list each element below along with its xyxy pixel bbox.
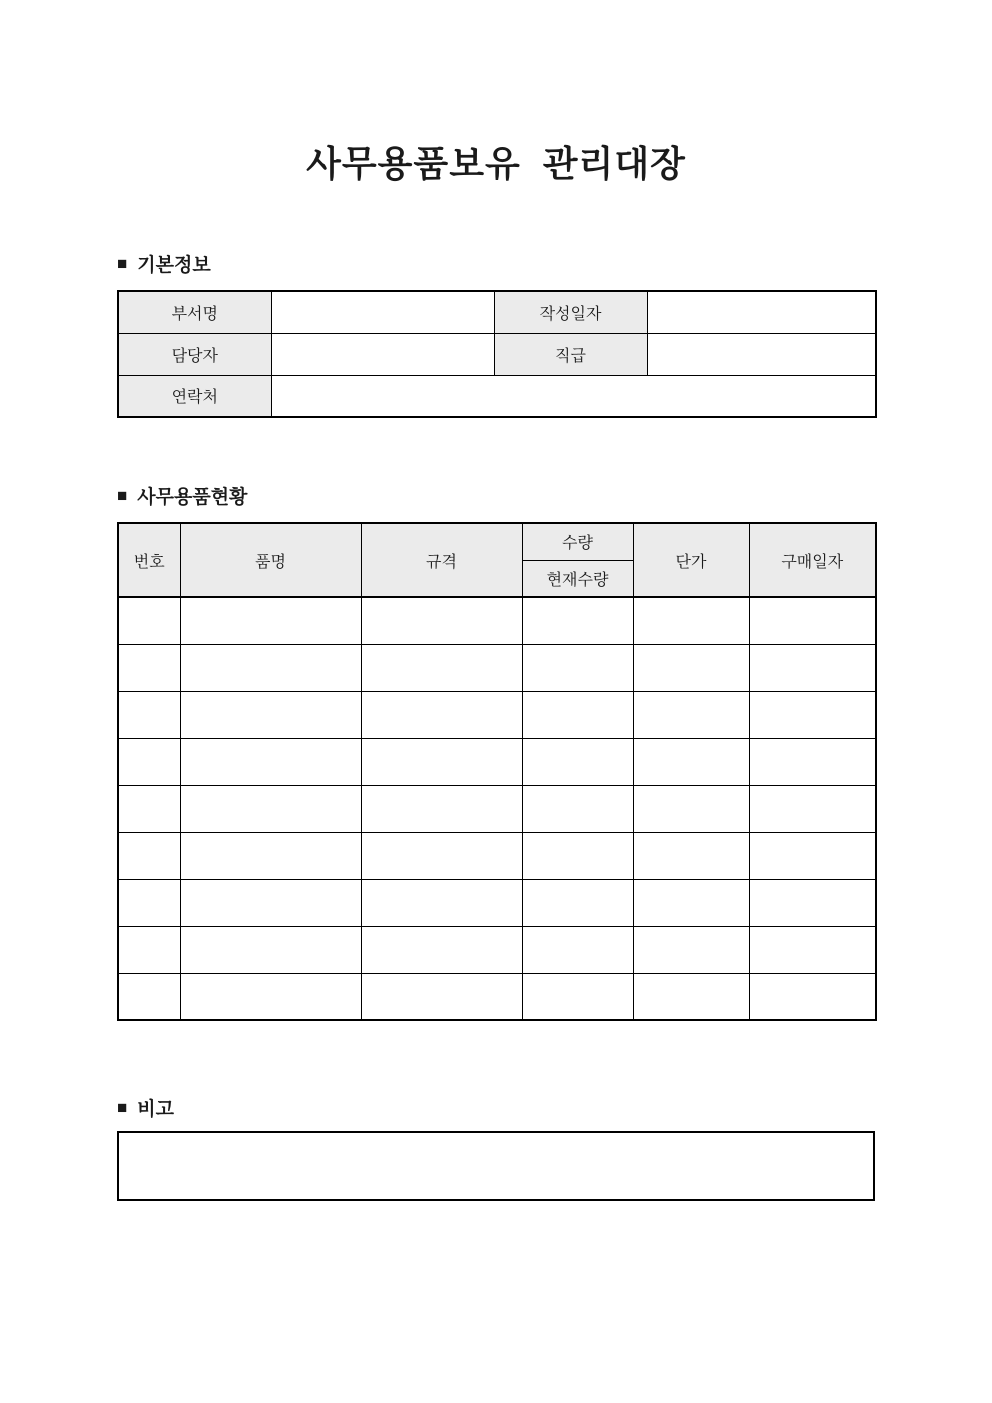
supply-row: [118, 973, 876, 1020]
supply-row: [118, 926, 876, 973]
supply-cell[interactable]: [749, 691, 876, 738]
supply-row: [118, 644, 876, 691]
supply-cell[interactable]: [749, 926, 876, 973]
supply-cell[interactable]: [180, 597, 361, 644]
supply-cell[interactable]: [633, 832, 749, 879]
supply-cell[interactable]: [749, 832, 876, 879]
supply-cell[interactable]: [749, 597, 876, 644]
field-value-contact[interactable]: [271, 375, 876, 417]
supply-cell[interactable]: [522, 879, 633, 926]
supply-cell[interactable]: [361, 644, 522, 691]
supply-cell[interactable]: [749, 785, 876, 832]
supply-cell[interactable]: [749, 738, 876, 785]
section-heading-label: 기본정보: [137, 255, 211, 276]
supplies-table-header: [118, 523, 876, 597]
supply-cell[interactable]: [749, 644, 876, 691]
supply-cell[interactable]: [180, 973, 361, 1020]
supply-cell[interactable]: [118, 597, 180, 644]
supply-cell[interactable]: [361, 785, 522, 832]
supply-row: [118, 597, 876, 644]
supply-cell[interactable]: [118, 738, 180, 785]
supply-cell[interactable]: [118, 973, 180, 1020]
supply-cell[interactable]: [118, 832, 180, 879]
supply-cell[interactable]: [633, 597, 749, 644]
supply-row: [118, 785, 876, 832]
supply-cell[interactable]: [633, 879, 749, 926]
supply-cell[interactable]: [180, 785, 361, 832]
supply-row: [118, 879, 876, 926]
basic-info-table: [117, 290, 877, 418]
supply-cell[interactable]: [118, 785, 180, 832]
field-label-date: 작성일자: [494, 291, 647, 333]
document-title: 사무용품보유 관리대장: [306, 143, 686, 184]
col-header-spec: 규격: [361, 523, 522, 597]
supply-cell[interactable]: [633, 973, 749, 1020]
section-bullet-icon: ■: [117, 1098, 128, 1117]
supply-cell[interactable]: [180, 738, 361, 785]
supply-cell[interactable]: [633, 644, 749, 691]
supply-cell[interactable]: [180, 832, 361, 879]
field-label-department: 부서명: [118, 291, 271, 333]
supply-cell[interactable]: [361, 691, 522, 738]
basic-info-row: [118, 333, 876, 375]
field-value-manager[interactable]: [271, 333, 494, 375]
basic-info-row: [118, 291, 876, 333]
supply-row: [118, 832, 876, 879]
supply-cell[interactable]: [361, 926, 522, 973]
section-heading-basic-info: [117, 250, 211, 277]
field-label-contact: 연락처: [118, 375, 271, 417]
col-header-purchase-date: 구매일자: [749, 523, 876, 597]
supply-cell[interactable]: [522, 644, 633, 691]
field-label-position: 직급: [494, 333, 647, 375]
supply-cell[interactable]: [749, 879, 876, 926]
supply-cell[interactable]: [180, 926, 361, 973]
supply-cell[interactable]: [180, 644, 361, 691]
field-value-position[interactable]: [647, 333, 876, 375]
supply-row: [118, 691, 876, 738]
supply-cell[interactable]: [118, 879, 180, 926]
field-value-department[interactable]: [271, 291, 494, 333]
supply-cell[interactable]: [361, 973, 522, 1020]
supply-cell[interactable]: [522, 597, 633, 644]
supply-cell[interactable]: [118, 644, 180, 691]
col-header-price: 단가: [633, 523, 749, 597]
supply-cell[interactable]: [749, 973, 876, 1020]
supply-cell[interactable]: [118, 926, 180, 973]
supply-cell[interactable]: [361, 738, 522, 785]
remarks-input-box[interactable]: [117, 1131, 875, 1201]
basic-info-row: [118, 375, 876, 417]
supply-cell[interactable]: [522, 691, 633, 738]
supply-cell[interactable]: [633, 738, 749, 785]
section-bullet-icon: ■: [117, 254, 128, 273]
supplies-table-body: [118, 597, 876, 1020]
supply-cell[interactable]: [633, 926, 749, 973]
supply-cell[interactable]: [118, 691, 180, 738]
supply-cell[interactable]: [522, 785, 633, 832]
supply-cell[interactable]: [361, 879, 522, 926]
supply-cell[interactable]: [180, 879, 361, 926]
supply-cell[interactable]: [633, 785, 749, 832]
col-header-item: 품명: [180, 523, 361, 597]
section-heading-supplies: [117, 482, 247, 509]
section-bullet-icon: ■: [117, 486, 128, 505]
supply-cell[interactable]: [633, 691, 749, 738]
col-header-number: 번호: [118, 523, 180, 597]
section-heading-label: 사무용품현황: [137, 487, 248, 508]
supply-cell[interactable]: [361, 832, 522, 879]
supply-cell[interactable]: [522, 973, 633, 1020]
supply-cell[interactable]: [522, 738, 633, 785]
supply-row: [118, 738, 876, 785]
field-label-manager: 담당자: [118, 333, 271, 375]
col-header-current-quantity: 현재수량: [522, 560, 633, 597]
supply-cell[interactable]: [522, 832, 633, 879]
supply-cell[interactable]: [180, 691, 361, 738]
field-value-date[interactable]: [647, 291, 876, 333]
supply-cell[interactable]: [522, 926, 633, 973]
section-heading-label: 비고: [137, 1099, 174, 1120]
section-heading-remarks: [117, 1094, 174, 1121]
col-header-quantity: 수량: [522, 523, 633, 560]
supply-cell[interactable]: [361, 597, 522, 644]
supplies-table: [117, 522, 877, 1021]
